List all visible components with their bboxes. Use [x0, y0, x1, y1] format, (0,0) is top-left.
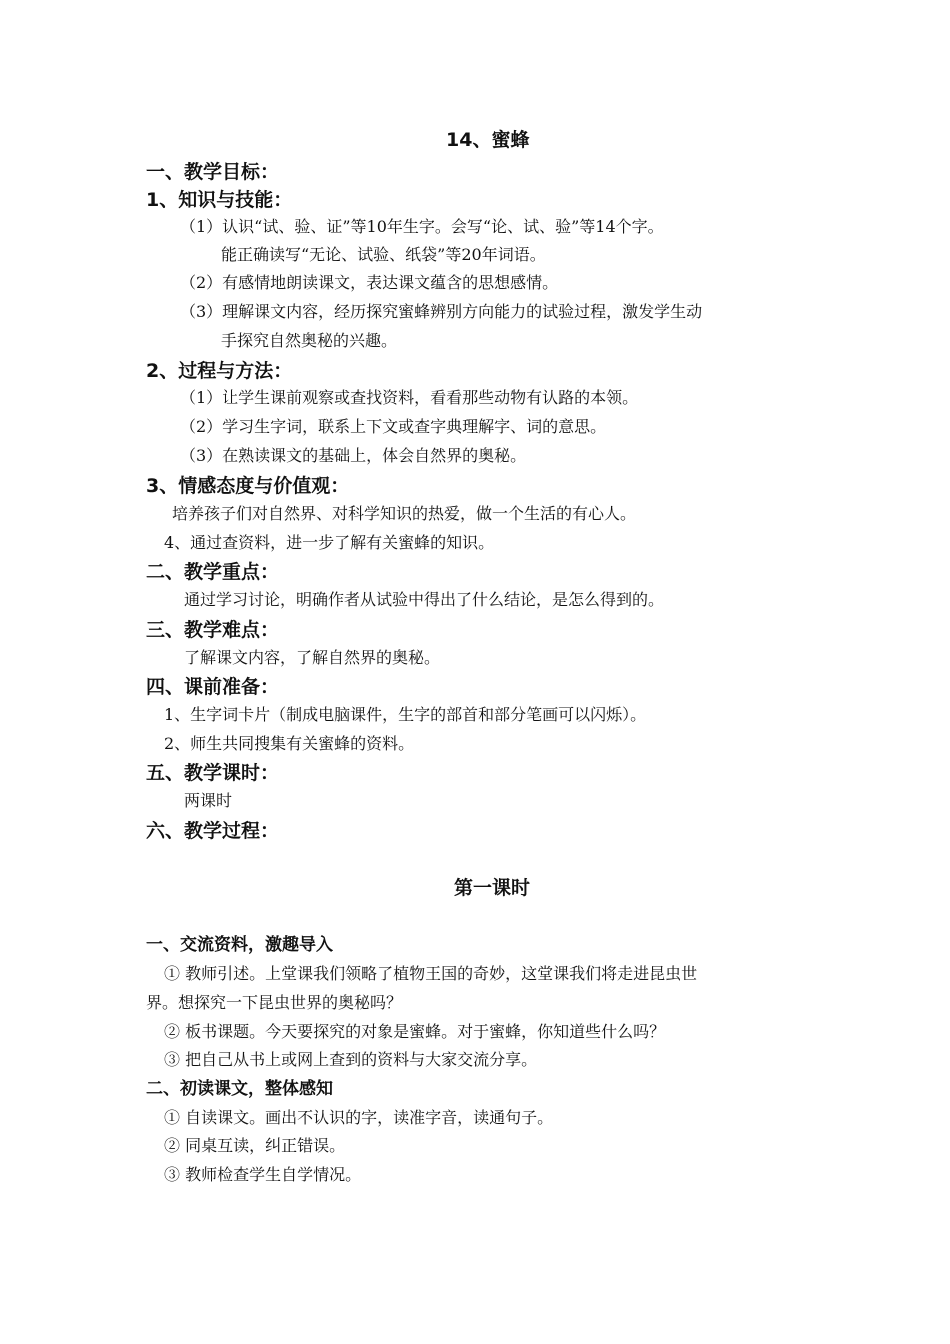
item-difficulties: 了解课文内容，了解自然界的奥秘。 — [184, 648, 441, 667]
section-heading-preparation: 四、课前准备： — [146, 676, 280, 698]
section-heading-periods: 五、教学课时： — [146, 762, 280, 784]
lesson-step-2-item-1: ① 自读课文。画出不认识的字，读准字音，读通句子。 — [164, 1108, 554, 1127]
section-heading-key-points: 二、教学重点： — [146, 561, 280, 583]
lesson-step-1-item-1b: 界。想探究一下昆虫世界的奥秘吗？ — [146, 993, 403, 1012]
item-knowledge-3b: 手探究自然奥秘的兴趣。 — [221, 331, 398, 350]
item-research: 4、通过查资料，进一步了解有关蜜蜂的知识。 — [164, 533, 495, 552]
subheading-process: 2、过程与方法： — [146, 360, 293, 382]
item-preparation-2: 2、师生共同搜集有关蜜蜂的资料。 — [164, 734, 415, 753]
lesson-step-2-item-2: ② 同桌互读，纠正错误。 — [164, 1136, 346, 1155]
section-heading-procedure: 六、教学过程： — [146, 820, 280, 842]
item-knowledge-1a: （1）认识“试、验、证”等10年生字。会写“论、试、验”等14个字。 — [180, 217, 664, 236]
item-key-points: 通过学习讨论，明确作者从试验中得出了什么结论，是怎么得到的。 — [184, 590, 665, 609]
page-title: 14、蜜蜂 — [446, 129, 530, 151]
lesson-step-1-heading: 一、交流资料，激趣导入 — [146, 935, 333, 955]
item-knowledge-3a: （3）理解课文内容，经历探究蜜蜂辨别方向能力的试验过程，激发学生动 — [180, 302, 703, 321]
lesson-step-1-item-1a: ① 教师引述。上堂课我们领略了植物王国的奇妙，这堂课我们将走进昆虫世 — [164, 964, 698, 983]
lesson-step-1-item-3: ③ 把自己从书上或网上查到的资料与大家交流分享。 — [164, 1050, 538, 1069]
item-process-2: （2）学习生字词，联系上下文或查字典理解字、词的意思。 — [180, 417, 607, 436]
item-attitude: 培养孩子们对自然界、对科学知识的热爱，做一个生活的有心人。 — [172, 504, 637, 523]
item-process-1: （1）让学生课前观察或查找资料，看看那些动物有认路的本领。 — [180, 388, 639, 407]
item-knowledge-1b: 能正确读写“无论、试验、纸袋”等20年词语。 — [221, 245, 546, 264]
section-heading-objectives: 一、教学目标： — [146, 161, 280, 183]
item-process-3: （3）在熟读课文的基础上，体会自然界的奥秘。 — [180, 446, 527, 465]
lesson-step-2-item-3: ③ 教师检查学生自学情况。 — [164, 1165, 362, 1184]
subheading-knowledge: 1、知识与技能： — [146, 189, 293, 211]
item-knowledge-2: （2）有感情地朗读课文，表达课文蕴含的思想感情。 — [180, 273, 559, 292]
subheading-attitude: 3、情感态度与价值观： — [146, 475, 350, 497]
lesson-title: 第一课时 — [454, 877, 531, 899]
item-periods: 两课时 — [184, 791, 233, 810]
section-heading-difficulties: 三、教学难点： — [146, 619, 280, 641]
lesson-step-2-heading: 二、初读课文，整体感知 — [146, 1079, 333, 1099]
lesson-step-1-item-2: ② 板书课题。今天要探究的对象是蜜蜂。对于蜜蜂，你知道些什么吗？ — [164, 1022, 666, 1041]
item-preparation-1: 1、生字词卡片（制成电脑课件，生字的部首和部分笔画可以闪烁）。 — [164, 705, 647, 724]
